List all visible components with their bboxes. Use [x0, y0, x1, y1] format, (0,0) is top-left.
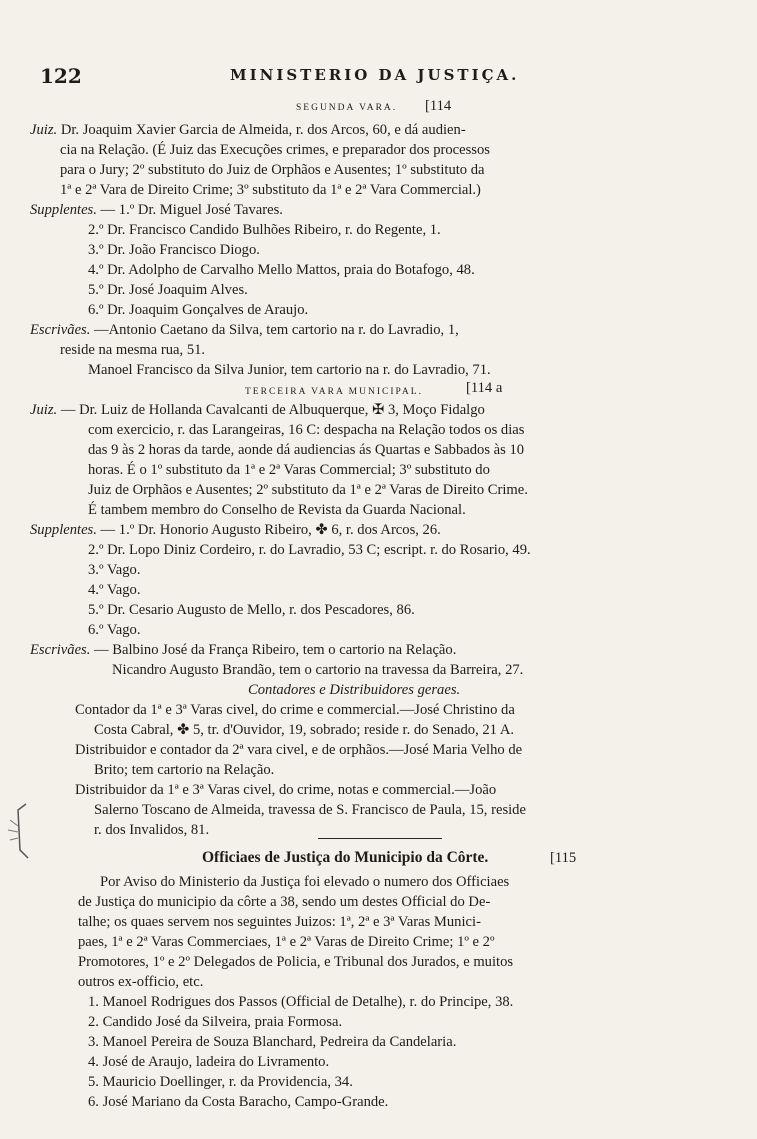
section-divider	[318, 838, 442, 839]
text-line: —Antonio Caetano da Silva, tem cartorio na r. do Lavradio, 1,	[94, 322, 459, 338]
text-line: das 9 às 2 horas da tarde, aonde dá audiencias ás Quartas e Sabbados às 10	[88, 442, 525, 458]
text-line: Dr. Joaquim Xavier Garcia de Almeida, r. dos Arcos, 60, e dá audien-	[60, 122, 466, 138]
text-line: Manoel Francisco da Silva Junior, tem cartorio na r. do Lavradio, 71.	[88, 362, 491, 378]
text-line: 1ª e 2ª Vara de Direito Crime; 3º substituto da 1ª e 2ª Vara Commercial.)	[60, 182, 481, 198]
list-item: 4.º Vago.	[88, 582, 141, 598]
text-line: horas. É o 1º substituto da 1ª e 2ª Varas Commercial; 3º substituto do	[88, 462, 490, 478]
text-line: Distribuidor da 1ª e 3ª Varas civel, do crime, notas e commercial.—João	[75, 782, 497, 798]
list-item: 6.º Dr. Joaquim Gonçalves de Araujo.	[88, 302, 309, 318]
list-item: 4. José de Araujo, ladeira do Livramento.	[88, 1054, 330, 1070]
paragraph-line: Por Aviso do Ministerio da Justiça foi elevado o numero dos Officiaes	[100, 874, 510, 890]
text-line: com exercicio, r. das Larangeiras, 16 C: despacha na Relação todos os dias	[88, 422, 525, 438]
juiz-paragraph	[30, 400, 485, 420]
escrivaes-label: Escrivães.	[30, 322, 91, 338]
juiz-label: Juiz.	[30, 402, 58, 418]
list-item: 5. Mauricio Doellinger, r. da Providencia, 34.	[88, 1074, 353, 1090]
text-line: Juiz de Orphãos e Ausentes; 2º substituto da 1ª e 2ª Varas de Direito Crime.	[88, 482, 528, 498]
section-heading-segunda-vara: SEGUNDA VARA.	[296, 103, 398, 113]
page-header	[40, 64, 730, 88]
page-number: 122	[40, 64, 82, 88]
text-line: para o Jury; 2º substituto do Juiz de Orphãos e Ausentes; 1º substituto da	[60, 162, 485, 178]
supplentes-label: Supplentes.	[30, 522, 97, 538]
text-line: Distribuidor e contador da 2ª vara civel, e de orphãos.—José Maria Velho de	[75, 742, 523, 758]
escrivaes-label: Escrivães.	[30, 642, 91, 658]
paragraph-line: de Justiça do municipio da côrte a 38, sendo um destes Official do De-	[78, 894, 491, 910]
text-line: Salerno Toscano de Almeida, travessa de S. Francisco de Paula, 15, reside	[94, 802, 526, 818]
list-item: 2.º Dr. Lopo Diniz Cordeiro, r. do Lavradio, 53 C; escript. r. do Rosario, 49.	[88, 542, 531, 558]
contadores-heading: Contadores e Distribuidores geraes.	[248, 682, 461, 698]
paragraph-line: talhe; os quaes servem nos seguintes Juizos: 1ª, 2ª e 3ª Varas Munici-	[78, 914, 481, 930]
paragraph-line: paes, 1ª e 2ª Varas Commerciaes, 1ª e 2ª Varas de Direito Crime; 1º e 2º	[78, 934, 495, 950]
page-title: MINISTERIO DA JUSTIÇA.	[230, 66, 520, 84]
officiaes-heading: Officiaes de Justiça do Municipio da Côrte.	[202, 849, 489, 866]
text-line: — Balbino José da França Ribeiro, tem o cartorio na Relação.	[94, 642, 457, 658]
escrivaes-line	[30, 320, 459, 340]
paragraph-line: outros ex-officio, etc.	[78, 974, 204, 990]
section-number: [115	[550, 850, 577, 866]
list-item: 3. Manoel Pereira de Souza Blanchard, Pedreira da Candelaria.	[88, 1034, 457, 1050]
juiz-label: Juiz.	[30, 122, 58, 138]
list-item: 5.º Dr. José Joaquim Alves.	[88, 282, 248, 298]
list-item: 3.º Vago.	[88, 562, 141, 578]
list-item: 3.º Dr. João Francisco Diogo.	[88, 242, 260, 258]
section-number: [114 a	[466, 380, 503, 396]
text-line: — 1.º Dr. Honorio Augusto Ribeiro, ✤ 6, r. dos Arcos, 26.	[100, 522, 441, 538]
text-line: Brito; tem cartorio na Relação.	[94, 762, 275, 778]
list-item: 4.º Dr. Adolpho de Carvalho Mello Mattos, praia do Botafogo, 48.	[88, 262, 475, 278]
juiz-paragraph	[30, 120, 466, 140]
supplentes-line	[30, 200, 283, 220]
text-line: — 1.º Dr. Miguel José Tavares.	[100, 202, 283, 218]
supplentes-label: Supplentes.	[30, 202, 97, 218]
text-line: Contador da 1ª e 3ª Varas civel, do crime e commercial.—José Christino da	[75, 702, 515, 718]
list-item: 1. Manoel Rodrigues dos Passos (Official de Detalhe), r. do Principe, 38.	[88, 994, 514, 1010]
section-number: [114	[425, 98, 452, 114]
list-item: 2. Candido José da Silveira, praia Formosa.	[88, 1014, 343, 1030]
supplentes-line	[30, 520, 441, 540]
list-item: 6.º Vago.	[88, 622, 141, 638]
text-line: Nicandro Augusto Brandão, tem o cartorio na travessa da Barreira, 27.	[112, 662, 524, 678]
list-item: 6. José Mariano da Costa Baracho, Campo-Grande.	[88, 1094, 389, 1110]
text-line: — Dr. Luiz de Hollanda Cavalcanti de Albuquerque, ✠ 3, Moço Fidalgo	[60, 402, 485, 418]
margin-bracket-icon	[4, 800, 34, 860]
escrivaes-line	[30, 640, 456, 660]
text-line: É tambem membro do Conselho de Revista da Guarda Nacional.	[88, 502, 466, 518]
section-heading-terceira-vara: TERCEIRA VARA MUNICIPAL.	[245, 387, 423, 397]
text-line: r. dos Invalidos, 81.	[94, 822, 210, 838]
list-item: 2.º Dr. Francisco Candido Bulhões Ribeiro, r. do Regente, 1.	[88, 222, 441, 238]
text-line: Costa Cabral, ✤ 5, tr. d'Ouvidor, 19, sobrado; reside r. do Senado, 21 A.	[94, 722, 515, 738]
text-line: cia na Relação. (É Juiz das Execuções crimes, e preparador dos processos	[60, 142, 490, 158]
list-item: 5.º Dr. Cesario Augusto de Mello, r. dos Pescadores, 86.	[88, 602, 415, 618]
paragraph-line: Promotores, 1º e 2º Delegados de Policia, e Tribunal dos Jurados, e muitos	[78, 954, 514, 970]
text-line: reside na mesma rua, 51.	[60, 342, 206, 358]
